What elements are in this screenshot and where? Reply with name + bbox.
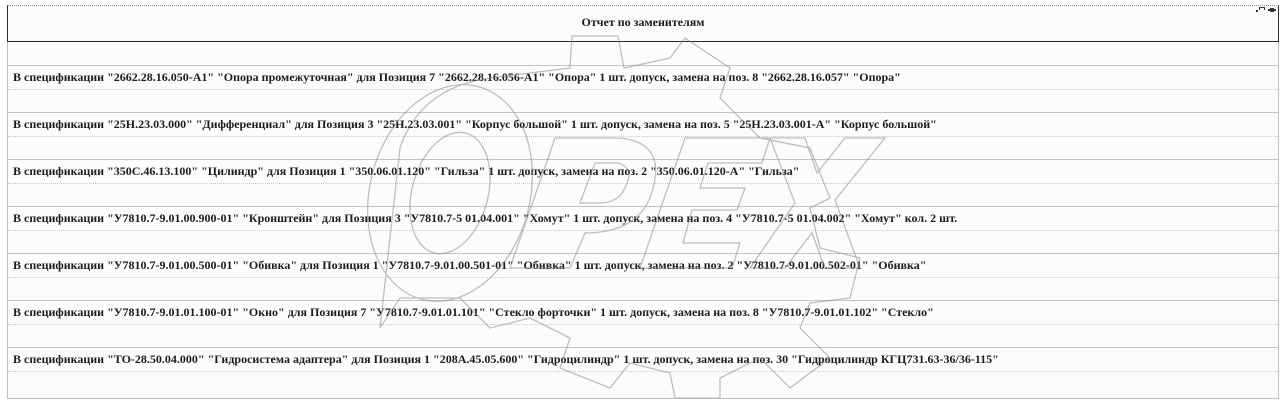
- report-page: [7, 5, 1279, 399]
- spacer-row: [8, 278, 1278, 301]
- header-icons: [1256, 7, 1276, 13]
- record-row: В спецификации "У7810.7-9.01.01.100-01" "Окно" для Позиция 7 "У7810.7-9.01.01.101" "Стекло форточки" 1 шт. допуск, замена на поз. 8 "У7810.7-9.01.01.102" "Стекло": [8, 301, 1278, 325]
- record-row: В спецификации "2662.28.16.050-А1" "Опора промежуточная" для Позиция 7 "2662.28.16.056-А1" "Опора" 1 шт. допуск, замена на поз. 8 "2662.28.16.057" "Опора": [8, 66, 1278, 90]
- spacer-row: [8, 90, 1278, 113]
- record-row: В спецификации "350С.46.13.100" "Цилиндр" для Позиция 1 "350.06.01.120" "Гильза" 1 шт. допуск, замена на поз. 2 "350.06.01.120-А" "Гильза": [8, 160, 1278, 184]
- report-title: Отчет по заменителям: [581, 14, 705, 29]
- spacer-row: [8, 43, 1278, 66]
- spacer-row: [8, 184, 1278, 207]
- restore-icon[interactable]: [1256, 7, 1264, 13]
- expand-icon[interactable]: [1268, 7, 1276, 13]
- record-row: В спецификации "У7810.7-9.01.00.900-01" "Кронштейн" для Позиция 3 "У7810.7-5 01.04.001" "Хомут" 1 шт. допуск, замена на поз. 4 "У7810.7-5 01.04.002" "Хомут" кол. 2 шт.: [8, 207, 1278, 231]
- report-header: [7, 5, 1279, 42]
- record-row: В спецификации "ТО-28.50.04.000" "Гидросистема адаптера" для Позиция 1 "208А.45.05.600" "Гидроцилиндр" 1 шт. допуск, замена на поз. 30 "Гидроцилиндр КГЦ731.63-36/36-115": [8, 348, 1278, 372]
- spacer-row: [8, 231, 1278, 254]
- spacer-row: [8, 137, 1278, 160]
- report-rows: [8, 43, 1278, 395]
- spacer-row: [8, 325, 1278, 348]
- record-row: В спецификации "25Н.23.03.000" "Дифференциал" для Позиция 3 "25Н.23.03.001" "Корпус большой" 1 шт. допуск, замена на поз. 5 "25Н.23.03.001-А" "Корпус большой": [8, 113, 1278, 137]
- record-row: В спецификации "У7810.7-9.01.00.500-01" "Обивка" для Позиция 1 "У7810.7-9.01.00.501-01" "Обивка" 1 шт. допуск, замена на поз. 2 "У7810.7-9.01.00.502-01" "Обивка": [8, 254, 1278, 278]
- spacer-row: [8, 372, 1278, 395]
